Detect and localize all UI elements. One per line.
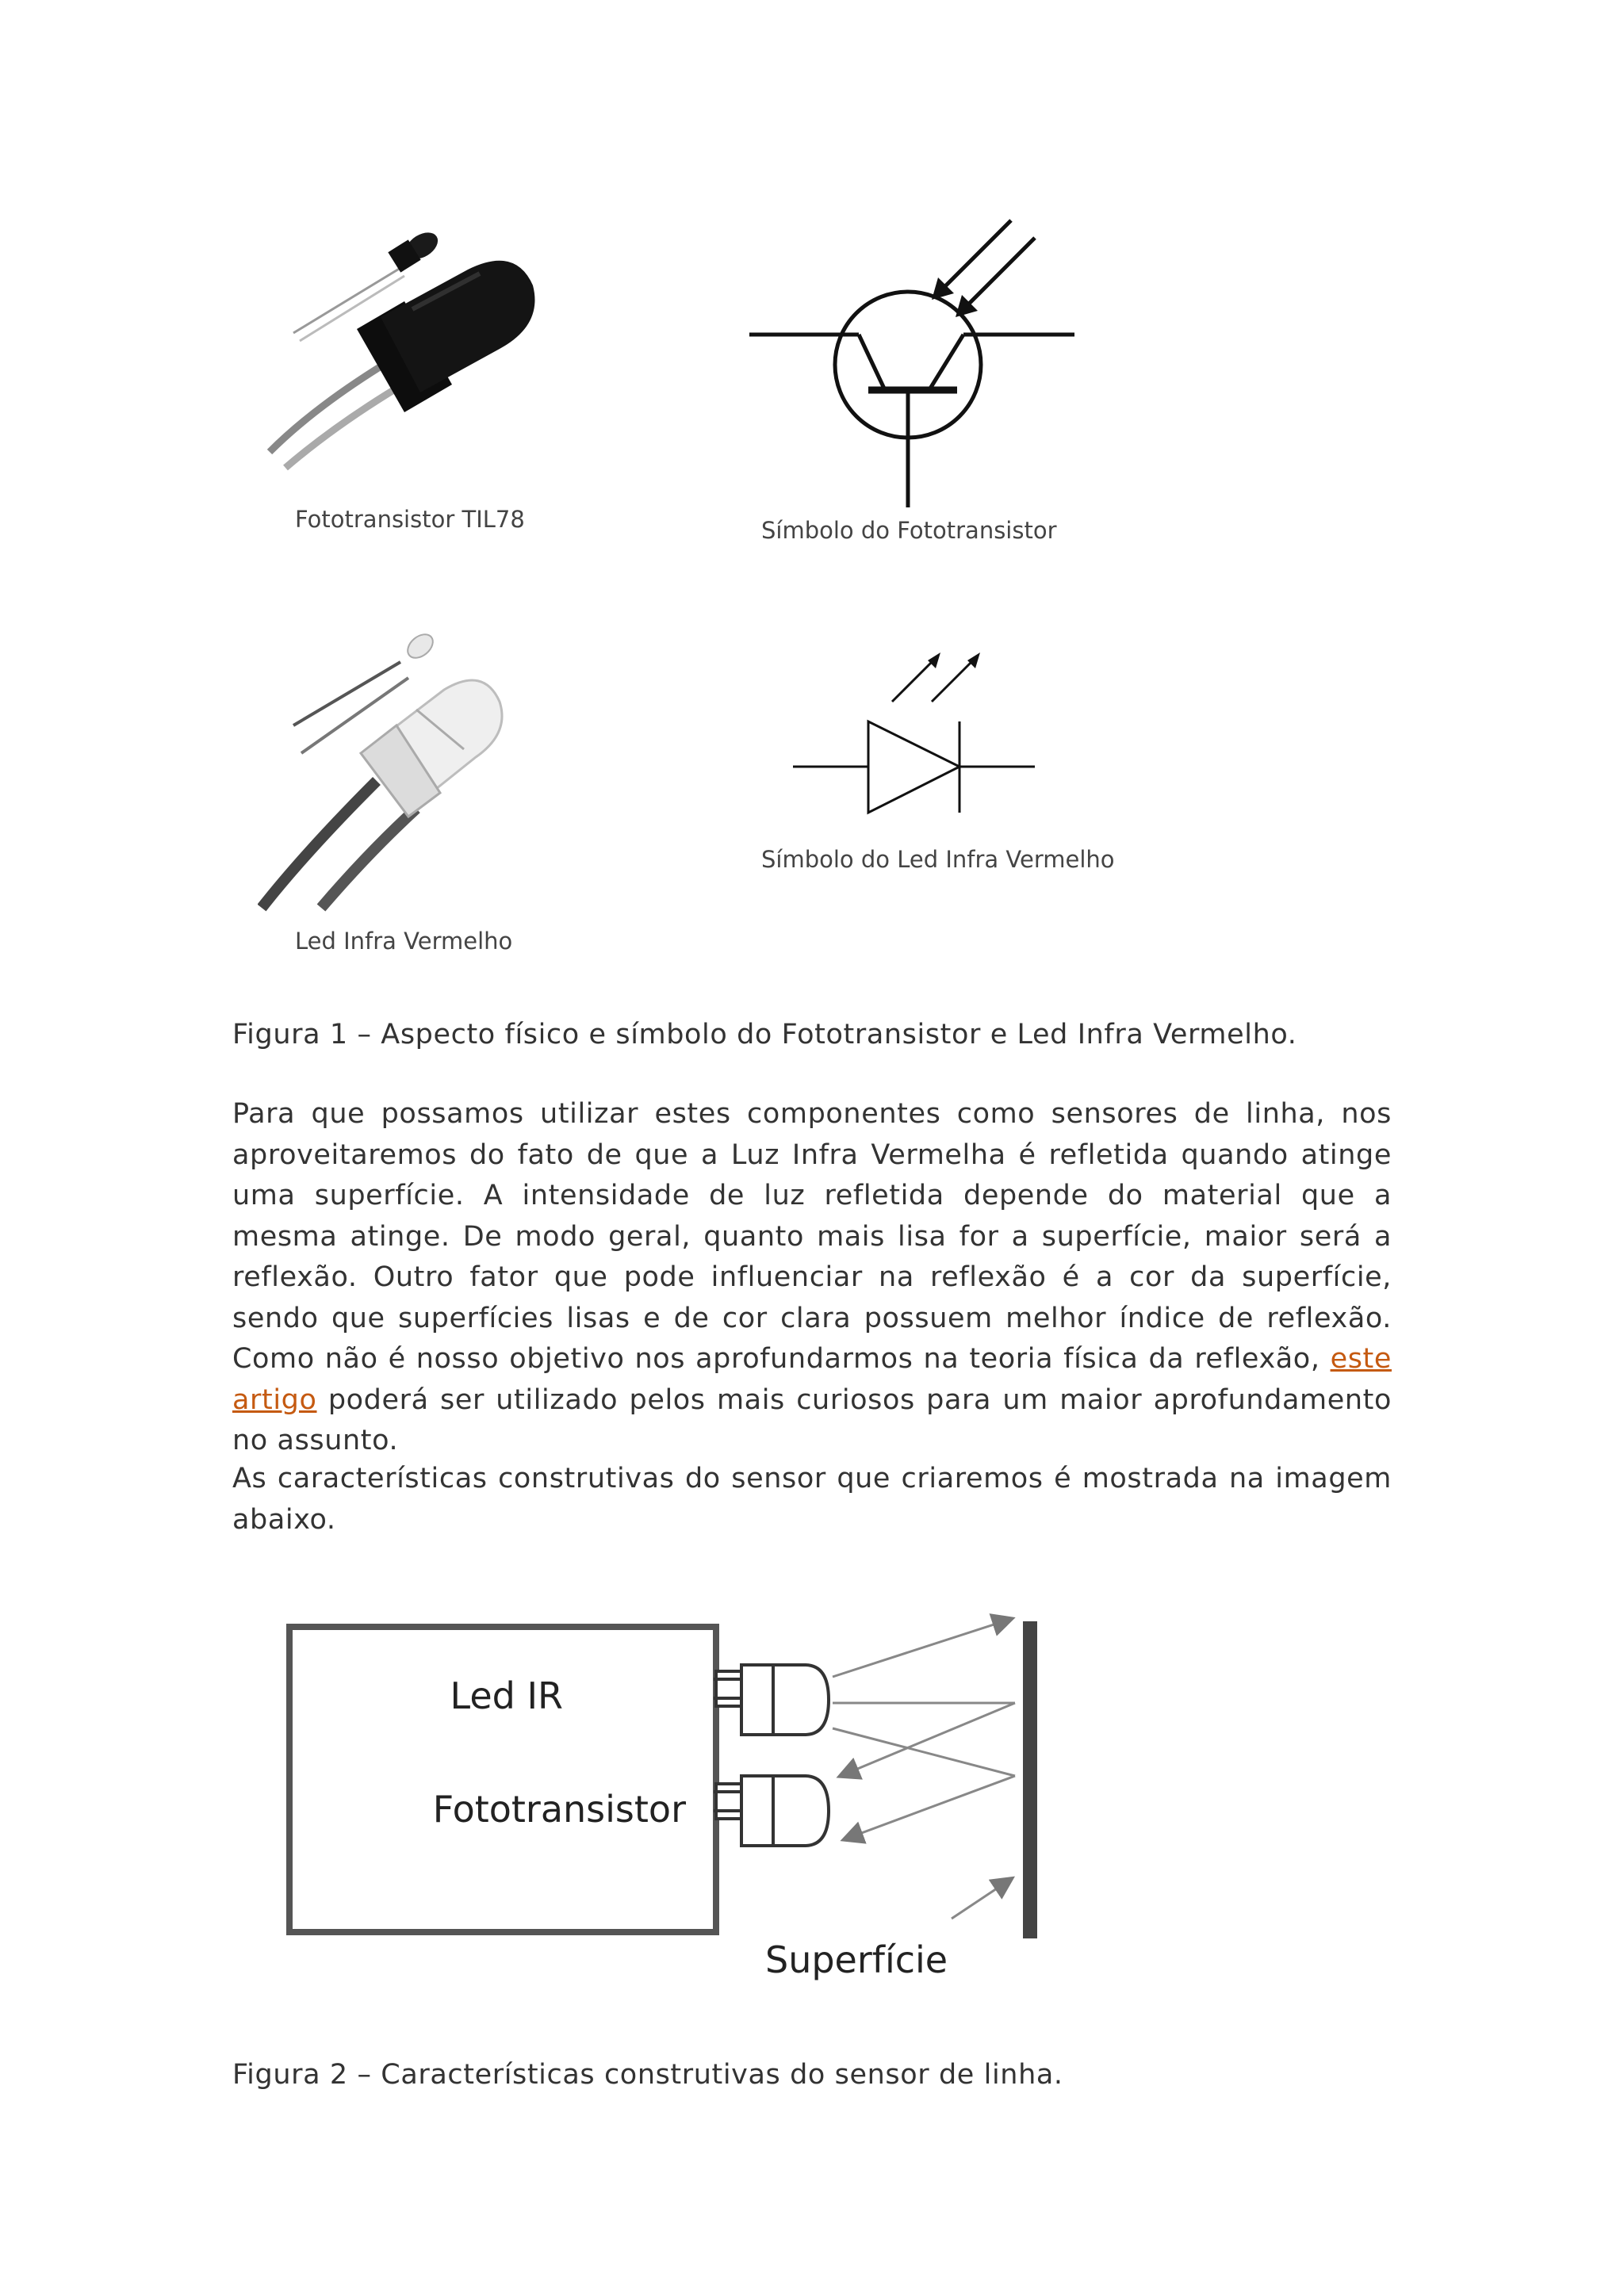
surface-label: Superfície bbox=[765, 1938, 948, 1981]
phototransistor-component bbox=[714, 1776, 829, 1846]
ir-led-photo bbox=[258, 614, 575, 916]
phototransistor-symbol-icon bbox=[749, 214, 1082, 507]
sensor-diagram bbox=[270, 1586, 1063, 2006]
ir-led-component bbox=[714, 1665, 829, 1735]
article-link[interactable]: este artigo bbox=[232, 1343, 1392, 1416]
figure2-caption: Figura 2 – Características construtivas do sensor de linha. bbox=[232, 2059, 1063, 2091]
paragraph-text-1: Para que possamos utilizar estes componentes como sensores de linha, nos aproveitaremos do fato de que a Luz Infra Vermelha é refletida quando atinge uma superfície. A intensidade de luz refletida depende do material que a mesma atinge. De modo geral, quanto mais lisa for a superfície, maior será a reflexão. Outro fator que pode influenciar na reflexão é a cor da superfície, sendo que superfícies lisas e de cor clara possuem melhor índice de reflexão. Como não é nosso objetivo nos aprofundarmos na teoria física da reflexão, bbox=[232, 1098, 1392, 1375]
figure1-caption: Figura 1 – Aspecto físico e símbolo do Fototransistor e Led Infra Vermelho. bbox=[232, 1019, 1297, 1050]
paragraph-construction: As características construtivas do sensor que criaremos é mostrada na imagem abaixo. bbox=[232, 1463, 1392, 1536]
phototransistor-label: Fototransistor bbox=[432, 1788, 686, 1831]
paragraph-reflection bbox=[232, 1094, 1392, 1462]
ir-led-symbol-icon bbox=[793, 646, 1047, 817]
ir-led-symbol-label: Símbolo do Led Infra Vermelho bbox=[761, 846, 1115, 873]
ir-led-photo-label: Led Infra Vermelho bbox=[295, 928, 513, 955]
phototransistor-photo bbox=[254, 214, 555, 476]
led-label: Led IR bbox=[450, 1674, 563, 1717]
phototransistor-photo-label: Fototransistor TIL78 bbox=[295, 506, 525, 533]
paragraph-text-2: poderá ser utilizado pelos mais curiosos para um maior aprofundamento no assunto. bbox=[232, 1383, 1392, 1456]
phototransistor-symbol-label: Símbolo do Fototransistor bbox=[761, 517, 1057, 544]
surface-bar bbox=[1023, 1621, 1037, 1938]
sensor-box bbox=[289, 1627, 716, 1932]
